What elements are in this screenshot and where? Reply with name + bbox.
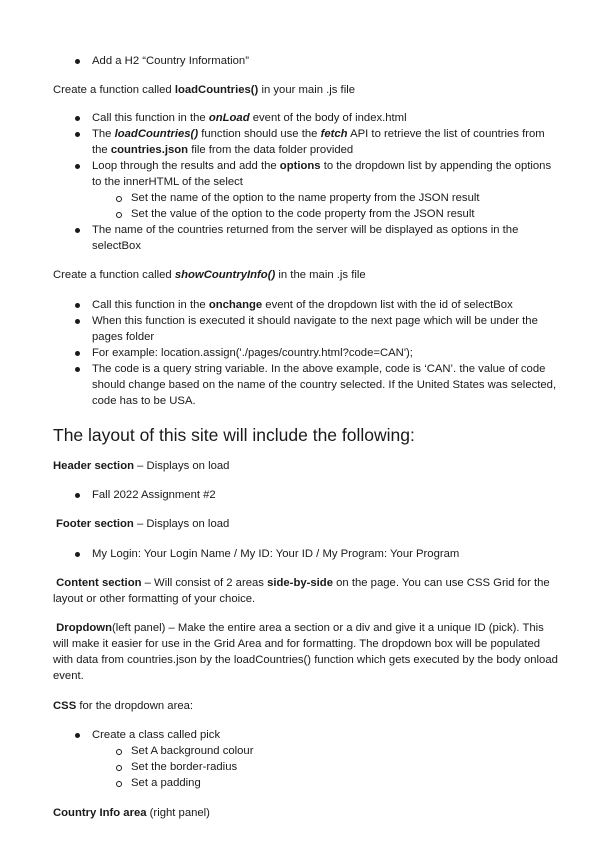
content-section-paragraph: Content section – Will consist of 2 areas side-by-side on the page. You can use CSS Grid for the layout or other formatting of your choice. (53, 577, 550, 605)
sub-list-item: Set a padding (92, 775, 561, 791)
list-item: My Login: Your Login Name / My ID: Your ID / My Program: Your Program (0, 546, 561, 562)
list-item: For example: location.assign('./pages/country.html?code=CAN'); (0, 345, 561, 361)
bullet-list-header (0, 487, 561, 503)
list-item: The loadCountries() function should use the fetch API to retrieve the list of countries from the countries.json file from the data folder provided (0, 126, 561, 158)
paragraph-load-countries: Create a function called loadCountries() in your main .js file (53, 84, 355, 96)
sub-list (92, 190, 561, 222)
bullet-list-load-countries (0, 110, 561, 254)
sub-list-item: Set the value of the option to the code property from the JSON result (92, 206, 561, 222)
bullet-list-css (0, 727, 561, 791)
list-item: The code is a query string variable. In the above example, code is ‘CAN’. the value of code should change based on the name of the country selected. If the United States was selected, code has to be USA. (0, 361, 561, 409)
list-item: Loop through the results and add the options to the dropdown list by appending the options to the innerHTML of the select Set the name of the option to the name property from the JSON result Set the value of the option to the code property from the JSON result (0, 158, 561, 222)
list-item: Create a class called pick Set A background colour Set the border-radius Set a padding (0, 727, 561, 791)
list-item: Fall 2022 Assignment #2 (0, 487, 561, 503)
list-item: Call this function in the onLoad event of the body of index.html (0, 110, 561, 126)
sub-list-item: Set the name of the option to the name property from the JSON result (92, 190, 561, 206)
sub-list-item: Set A background colour (92, 743, 561, 759)
section-heading: The layout of this site will include the following: (53, 425, 415, 445)
country-info-paragraph: Country Info area (right panel) (53, 807, 210, 819)
css-paragraph: CSS for the dropdown area: (53, 700, 194, 712)
bullet-list-h2 (0, 53, 561, 69)
header-section-label: Header section – Displays on load (53, 460, 230, 472)
sub-list-item: Set the border-radius (92, 759, 561, 775)
paragraph-show-country-info: Create a function called showCountryInfo() in the main .js file (53, 269, 366, 281)
bullet-list-footer (0, 546, 561, 562)
dropdown-paragraph: Dropdown(left panel) – Make the entire area a section or a div and give it a unique ID (pick). This will make it easier for use in the Grid Area and for formatting. The dropdown box will be populated with data from countries.json by the loadCountries() function which gets executed by the body onload event. (53, 622, 558, 682)
list-item: The name of the countries returned from the server will be displayed as options in the selectBox (0, 222, 561, 254)
bullet-list-show-country-info (0, 297, 561, 409)
footer-section-label: Footer section – Displays on load (56, 518, 230, 530)
sub-list (92, 743, 561, 791)
list-item: Call this function in the onchange event of the dropdown list with the id of selectBox (0, 297, 561, 313)
list-item: Add a H2 “Country Information” (0, 53, 561, 69)
list-item: When this function is executed it should navigate to the next page which will be under the pages folder (0, 313, 561, 345)
